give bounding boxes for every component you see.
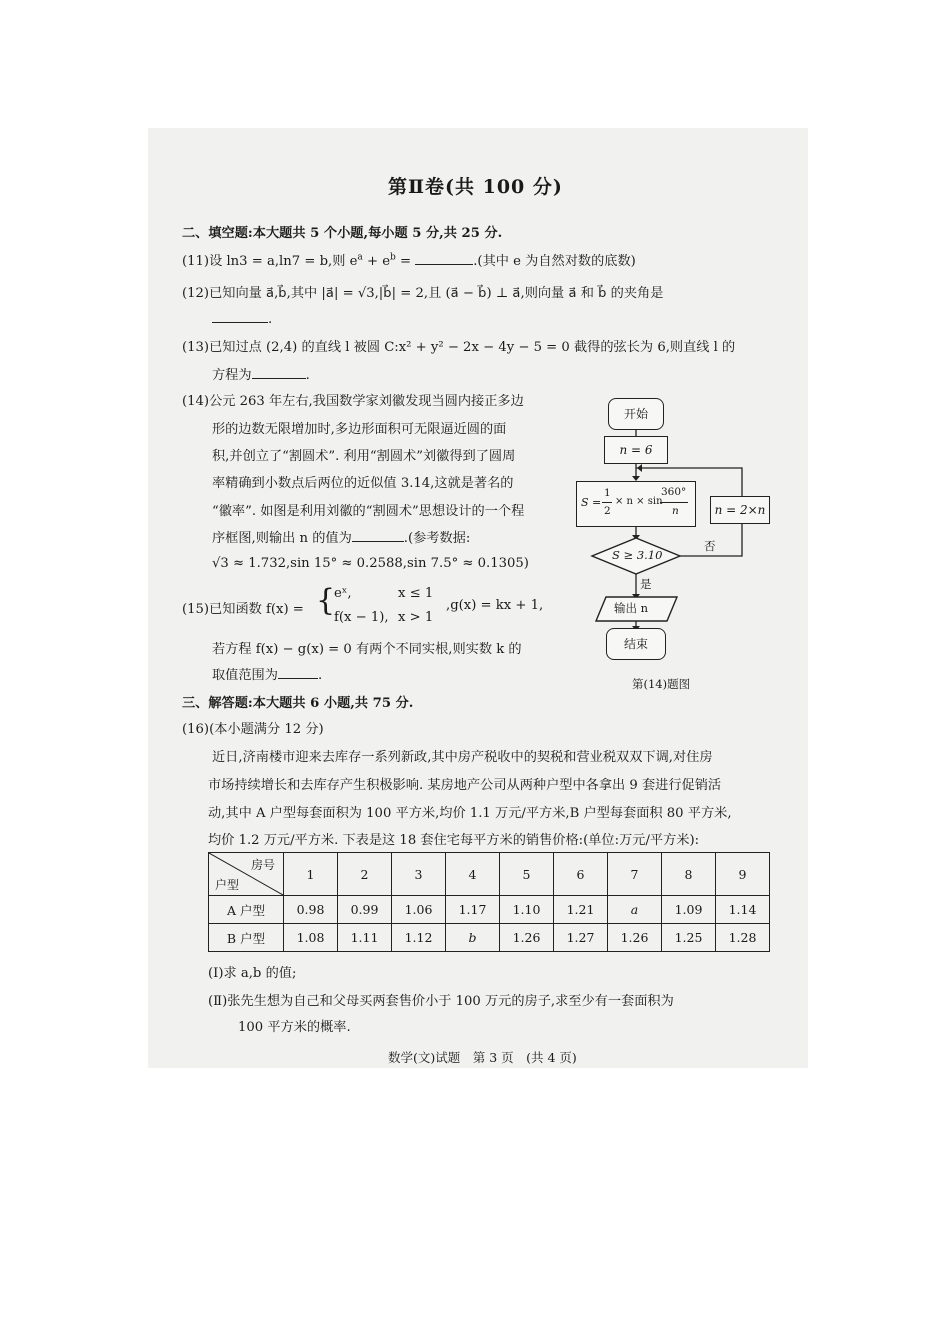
q11-prefix: (11)设 ln3 = a,ln7 = b,则 e: [182, 254, 358, 269]
formula-frac-num: 1: [604, 487, 611, 499]
flowchart-end: 结束: [606, 628, 666, 660]
table-col-header: 3: [392, 853, 446, 896]
q15-case2-cond: x > 1: [398, 610, 434, 625]
table-row: [209, 896, 770, 924]
flowchart-condition: S ≥ 3.10: [612, 548, 663, 562]
q16-line1: 近日,济南楼市迎来去库存一系列新政,其中房产税收中的契税和营业税双双下调,对住房: [212, 750, 713, 765]
flowchart-output: 输出 n: [614, 601, 649, 615]
formula-frac-bar: [602, 502, 612, 503]
flowchart-connectors: [570, 392, 780, 692]
flowchart-caption: 第(14)题图: [632, 677, 691, 691]
section-title: 第Ⅱ卷(共 100 分): [388, 176, 563, 198]
formula-angle-bar: [660, 502, 688, 503]
table-cell: 1.27: [554, 924, 608, 952]
question-14-line6: [212, 527, 470, 546]
flowchart-formula-box: [576, 481, 696, 527]
table-cell: 0.98: [284, 896, 338, 924]
table-col-header: 5: [500, 853, 554, 896]
table-col-header: 4: [446, 853, 500, 896]
row-label: B 户型: [209, 924, 284, 952]
q14-line6-tail: .(参考数据:: [403, 531, 471, 546]
q13-head: 方程为: [212, 368, 252, 383]
table-col-header: 1: [284, 853, 338, 896]
price-table: [208, 852, 770, 952]
formula-angle-num: 360°: [661, 486, 687, 498]
question-16-head: (16)(本小题满分 12 分): [182, 722, 324, 737]
q11-tail: .(其中 e 为自然对数的底数): [473, 254, 636, 269]
flowchart-update: n = 2×n: [710, 496, 770, 524]
question-15-line2: 若方程 f(x) − g(x) = 0 有两个不同实根,则实数 k 的: [212, 642, 522, 657]
q14-answer-blank[interactable]: [352, 529, 404, 542]
question-14-line1: (14)公元 263 年左右,我国数学家刘徽发现当圆内接正多边: [182, 394, 524, 409]
corner-bottom-label: 户型: [215, 878, 240, 892]
question-11: [182, 250, 636, 269]
table-cell: 1.21: [554, 896, 608, 924]
table-cell: 1.26: [608, 924, 662, 952]
question-15-line3: [212, 664, 322, 683]
flowchart-no-label: 否: [704, 539, 716, 553]
q11-suffix: =: [395, 254, 416, 269]
page-footer: 数学(文)试题 第 3 页 (共 4 页): [388, 1050, 577, 1065]
q15-after: ,g(x) = kx + 1,: [446, 598, 544, 613]
table-cell: 1.25: [662, 924, 716, 952]
q14-line6-head: 序框图,则输出 n 的值为: [212, 531, 352, 546]
q15-line3-head: 取值范围为: [212, 668, 278, 683]
q16-line4: 均价 1.2 万元/平方米. 下表是这 18 套住宅每平方米的销售价格:(单位:万元/平方米):: [208, 833, 700, 848]
question-14-line3: 积,并创立了“割圆术”. 利用“割圆术”刘徽得到了圆周: [212, 449, 516, 464]
table-cell: 1.28: [716, 924, 770, 952]
answer-heading: 三、解答题:本大题共 6 小题,共 75 分.: [182, 696, 414, 711]
q13-answer-blank[interactable]: [252, 366, 306, 379]
formula-frac-den: 2: [604, 505, 611, 517]
table-cell: 1.11: [338, 924, 392, 952]
table-cell: 1.26: [500, 924, 554, 952]
row-label: A 户型: [209, 896, 284, 924]
table-cell: 1.17: [446, 896, 500, 924]
table-col-header: 8: [662, 853, 716, 896]
sub-question-2-line1: (Ⅱ)张先生想为自己和父母买两套售价小于 100 万元的房子,求至少有一套面积为: [208, 994, 674, 1009]
table-cell: 1.06: [392, 896, 446, 924]
piecewise-brace: {: [316, 583, 336, 618]
question-14-line4: 率精确到小数点后两位的近似值 3.14,这就是著名的: [212, 476, 514, 491]
table-cell: 1.10: [500, 896, 554, 924]
formula-left: S =: [581, 496, 602, 509]
q13-tail: .: [305, 368, 310, 383]
table-row: [209, 924, 770, 952]
table-cell: 1.12: [392, 924, 446, 952]
q15-tail: .: [317, 668, 323, 683]
question-14-line5: “徽率”. 如图是利用刘徽的“割圆术”思想设计的一个程: [212, 504, 525, 519]
q15-case1-cond: x ≤ 1: [398, 586, 434, 601]
question-13-line2: [212, 364, 310, 383]
q11-mid: + e: [362, 254, 391, 269]
q15-case2-expr: f(x − 1),: [334, 610, 389, 625]
table-cell: a: [608, 896, 662, 924]
table-header-row: [209, 853, 770, 896]
table-col-header: 2: [338, 853, 392, 896]
q15-answer-blank[interactable]: [278, 666, 318, 679]
formula-angle-den: n: [672, 505, 679, 517]
q12-tail: .: [268, 312, 273, 327]
table-corner-cell: [209, 853, 284, 896]
table-cell: b: [446, 924, 500, 952]
q12-answer-blank[interactable]: [212, 310, 268, 323]
table-cell: 1.08: [284, 924, 338, 952]
table-cell: 1.09: [662, 896, 716, 924]
q11-exp-a: a: [357, 252, 363, 263]
q11-answer-blank[interactable]: [415, 252, 473, 265]
question-14-line2: 形的边数无限增加时,多边形面积可无限逼近圆的面: [212, 422, 507, 437]
table-col-header: 6: [554, 853, 608, 896]
flowchart-yes-label: 是: [640, 577, 652, 591]
q11-exp-b: b: [390, 252, 396, 263]
table-cell: 0.99: [338, 896, 392, 924]
question-12-line2: [212, 310, 272, 327]
question-15-head: (15)已知函数 f(x) =: [182, 602, 304, 617]
question-13-line1: (13)已知过点 (2,4) 的直线 l 被圆 C:x² + y² − 2x − 4y − 5 = 0 截得的弦长为 6,则直线 l 的: [182, 340, 736, 355]
question-12-line1: (12)已知向量 a⃗,b⃗,其中 |a⃗| = √3,|b⃗| = 2,且 (a⃗ − b⃗) ⊥ a⃗,则向量 a⃗ 和 b⃗ 的夹角是: [182, 286, 664, 301]
flowchart-init: n = 6: [604, 436, 668, 464]
q15-case1-expr: eˣ,: [334, 586, 352, 601]
q16-line3: 动,其中 A 户型每套面积为 100 平方米,均价 1.1 万元/平方米,B 户型每套面积 80 平方米,: [208, 806, 732, 821]
formula-mid: × n × sin: [615, 496, 663, 507]
table-col-header: 7: [608, 853, 662, 896]
sub-question-1: (Ⅰ)求 a,b 的值;: [208, 966, 297, 981]
q16-line2: 市场持续增长和去库存产生积极影响. 某房地产公司从两种户型中各拿出 9 套进行促销活: [208, 778, 722, 793]
fill-in-heading: 二、填空题:本大题共 5 个小题,每小题 5 分,共 25 分.: [182, 226, 503, 241]
corner-top-label: 房号: [250, 858, 275, 872]
question-14-line7: √3 ≈ 1.732,sin 15° ≈ 0.2588,sin 7.5° ≈ 0.1305): [212, 556, 529, 571]
table-cell: 1.14: [716, 896, 770, 924]
table-col-header: 9: [716, 853, 770, 896]
sub-question-2-line2: 100 平方米的概率.: [238, 1020, 351, 1035]
flowchart-start: 开始: [608, 398, 664, 430]
